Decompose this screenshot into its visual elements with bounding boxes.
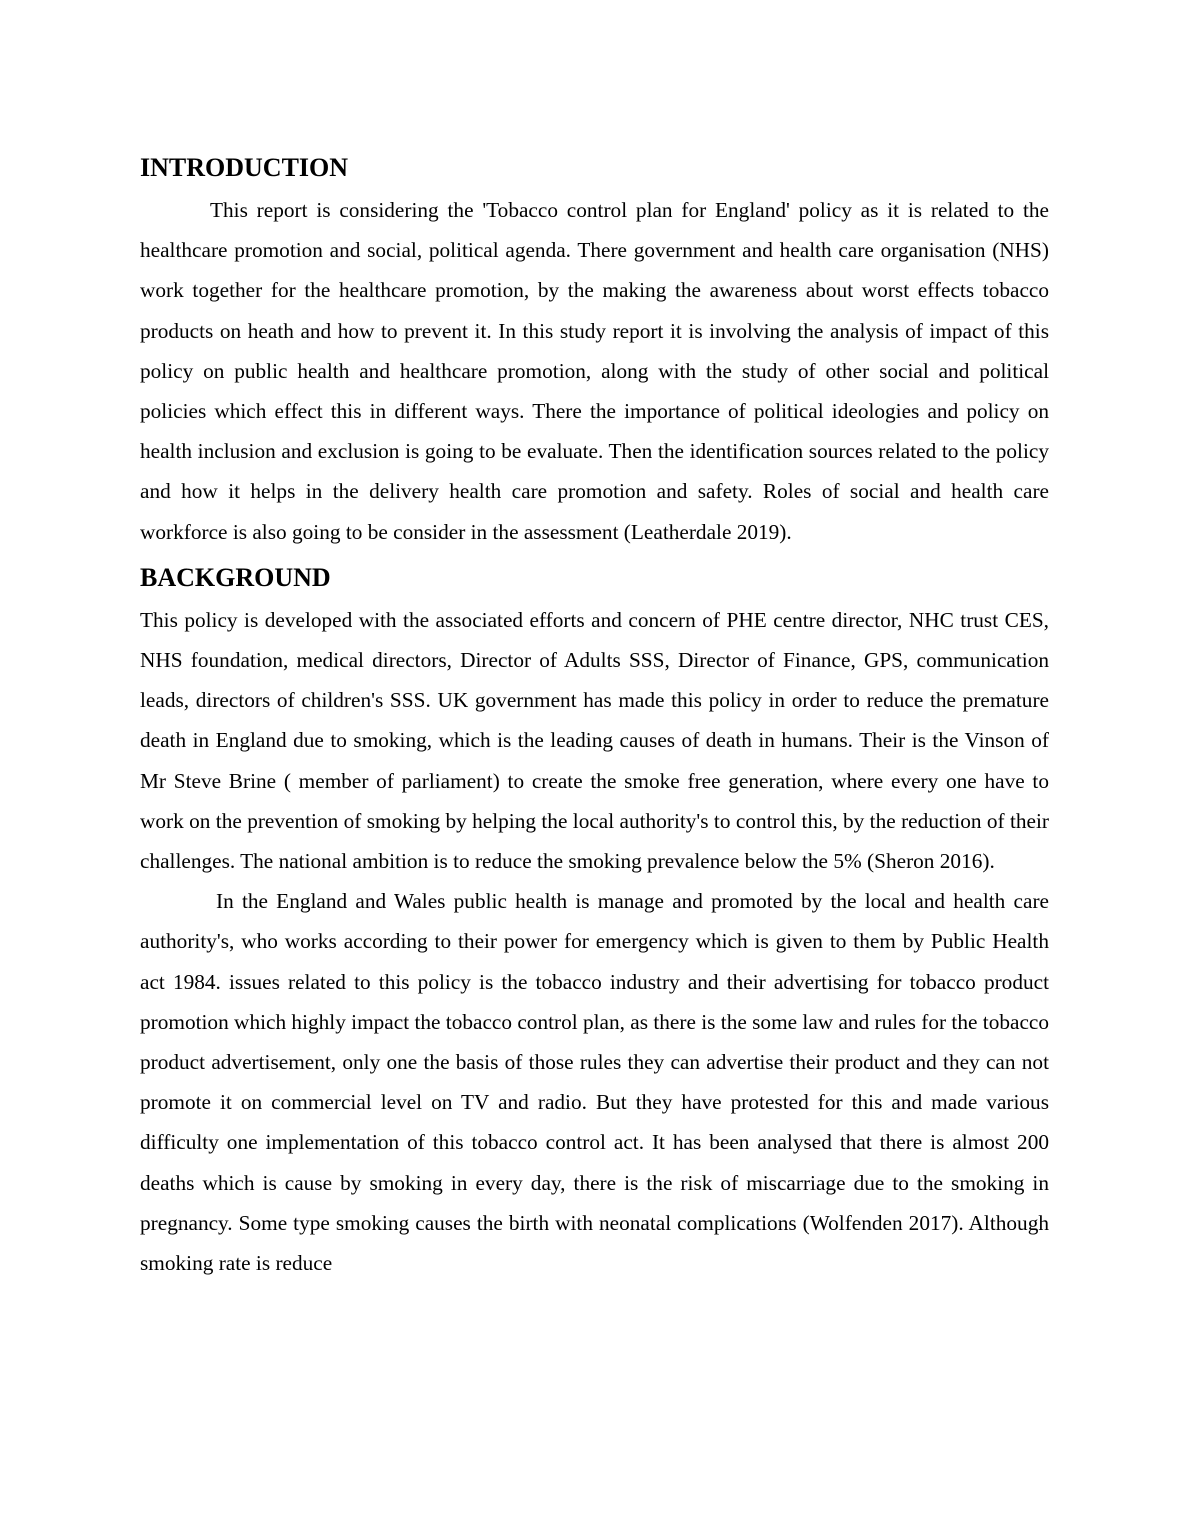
background-section: [140, 558, 1049, 1283]
introduction-section: [140, 148, 1049, 552]
document-page: [140, 148, 1049, 1283]
introduction-heading: INTRODUCTION: [140, 153, 349, 182]
background-paragraph-1: This policy is developed with the associated efforts and concern of PHE centre director, NHC trust CES, NHS foundation, medical directors, Director of Adults SSS, Director of Finance, GPS, communication leads, directors of children's SSS. UK government has made this policy in order to reduce the premature death in England due to smoking, which is the leading causes of death in humans. Their is the Vinson of Mr Steve Brine ( member of parliament) to create the smoke free generation, where every one have to work on the prevention of smoking by helping the local authority's to control this, by the reduction of their challenges. The national ambition is to reduce the smoking prevalence below the 5% (Sheron 2016).: [140, 607, 1049, 874]
background-heading: BACKGROUND: [140, 562, 331, 592]
introduction-paragraph: This report is considering the 'Tobacco control plan for England' policy as it is related to the healthcare promotion and social, political agenda. There government and health care organisation (NHS) work together for the healthcare promotion, by the making the awareness about worst effects tobacco products on heath and how to prevent it. In this study report it is involving the analysis of impact of this policy on public health and healthcare promotion, along with the study of other social and political policies which effect this in different ways. There the importance of political ideologies and policy on health inclusion and exclusion is going to be evaluate. Then the identification sources related to the policy and how it helps in the delivery health care promotion and safety. Roles of social and health care workforce is also going to be consider in the assessment (Leatherdale 2019).: [140, 198, 1049, 544]
background-paragraph-2: In the England and Wales public health is manage and promoted by the local and health care authority's, who works according to their power for emergency which is given to them by Public Health act 1984. issues related to this policy is the tobacco industry and their advertising for tobacco product promotion which highly impact the tobacco control plan, as there is the some law and rules for the tobacco product advertisement, only one the basis of those rules they can advertise their product and they can not promote it on commercial level on TV and radio. But they have protested for this and made various difficulty one implementation of this tobacco control act. It has been analysed that there is almost 200 deaths which is cause by smoking in every day, there is the risk of miscarriage due to the smoking in pregnancy. Some type smoking causes the birth with neonatal complications (Wolfenden 2017). Although smoking rate is reduce: [140, 889, 1049, 1276]
